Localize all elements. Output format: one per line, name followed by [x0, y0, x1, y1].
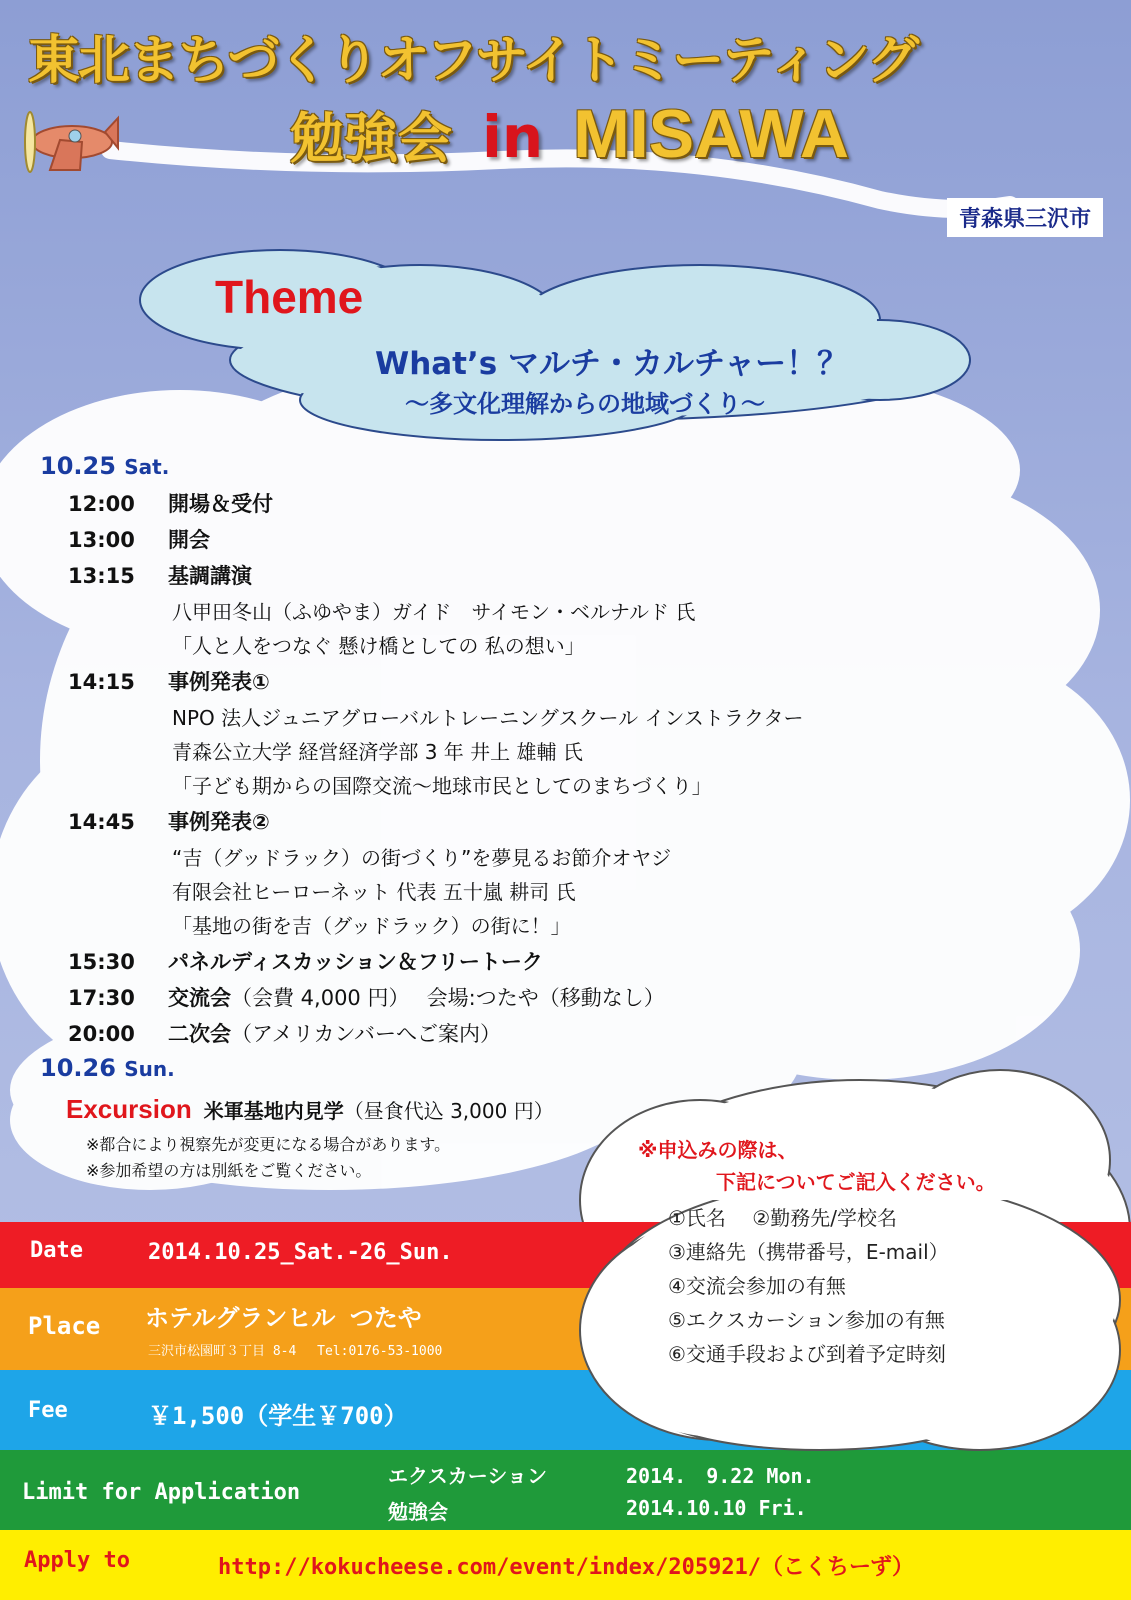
case1-org: NPO 法人ジュニアグローバルトレーニングスクール インストラクター [172, 706, 804, 730]
day1-date [40, 452, 169, 480]
schedule-event: 開会 [168, 528, 210, 552]
fee-label: Fee [28, 1398, 68, 1423]
schedule-event: パネルディスカッション＆フリートーク [168, 950, 543, 974]
application-item: ④交流会参加の有無 [668, 1274, 846, 1298]
limit-item-date: 2014.10.10 Fri. [626, 1496, 807, 1520]
theme-subtitle: ～多文化理解からの地域づくり～ [405, 390, 765, 418]
case2-speaker: 有限会社ヒーローネット 代表 五十嵐 耕司 氏 [172, 880, 576, 904]
application-item: ⑤エクスカーション参加の有無 [668, 1308, 945, 1332]
schedule-time: 17:30 [68, 986, 135, 1010]
schedule-time: 14:15 [68, 670, 135, 694]
schedule-row [68, 806, 968, 836]
notice-line: ※参加希望の方は別紙をご覧ください。 [86, 1161, 372, 1180]
excursion-note: （昼食代込 3,000 円） [343, 1099, 554, 1123]
application-heading-2: 下記についてご記入ください。 [716, 1170, 996, 1194]
title-misawa: MISAWA [573, 96, 849, 172]
application-item: ⑥交通手段および到着予定時刻 [668, 1342, 946, 1366]
location-label: 青森県三沢市 [947, 198, 1103, 237]
schedule-event: 事例発表① [168, 670, 270, 694]
keynote-title: 「人と人をつなぐ 懸け橋としての 私の想い」 [172, 634, 585, 658]
schedule-time: 20:00 [68, 1022, 135, 1046]
limit-item-name: エクスカーション [388, 1464, 547, 1488]
place-name: ホテルグランヒル つたや [145, 1304, 422, 1332]
schedule-time: 15:30 [68, 950, 135, 974]
day1-weekday: Sat. [124, 455, 170, 479]
case2-tagline: “吉（グッドラック）の街づくり”を夢見るお節介オヤジ [172, 846, 672, 870]
schedule-row [68, 524, 968, 554]
schedule-row [68, 982, 968, 1012]
main-title: 東北まちづくりオフサイトミーティング [28, 31, 918, 91]
case1-speaker: 青森公立大学 経営経済学部 3 年 井上 雄輔 氏 [172, 740, 583, 764]
excursion-label: Excursion [66, 1094, 192, 1124]
day1-date-value: 10.25 [40, 452, 116, 480]
schedule-row [68, 488, 968, 518]
fee-value: ￥1,500（学生￥700） [148, 1402, 408, 1430]
title-in: in [482, 103, 544, 171]
case1-title: 「子ども期からの国際交流～地球市民としてのまちづくり」 [172, 774, 712, 798]
schedule-event: 基調講演 [168, 564, 252, 588]
schedule-time: 14:45 [68, 810, 135, 834]
sub-title [290, 95, 849, 173]
schedule-row [68, 560, 968, 590]
schedule-row [68, 666, 968, 696]
title-study-session: 勉強会 [290, 107, 452, 170]
schedule-note: （会費 4,000 円） 会場:つたや（移動なし） [231, 986, 665, 1010]
schedule-event: 二次会 [168, 1022, 231, 1046]
limit-label: Limit for Application [22, 1480, 301, 1505]
day2-weekday: Sun. [124, 1057, 175, 1081]
schedule-note: （アメリカンバーへご案内） [231, 1022, 502, 1046]
application-item: ①氏名 ②勤務先/学校名 [668, 1206, 897, 1230]
day2-date [40, 1054, 175, 1082]
application-heading-1: ※申込みの際は、 [638, 1138, 798, 1162]
schedule-event: 事例発表② [168, 810, 270, 834]
schedule-event: 開場＆受付 [168, 492, 273, 516]
limit-item-name: 勉強会 [388, 1500, 448, 1524]
date-value: 2014.10.25_Sat.-26_Sun. [148, 1240, 453, 1265]
date-label: Date [30, 1238, 83, 1263]
case2-title: 「基地の街を吉（グッドラック）の街に！」 [172, 914, 571, 938]
schedule-time: 12:00 [68, 492, 135, 516]
limit-band [0, 1450, 1131, 1530]
excursion-title: 米軍基地内見学 [203, 1099, 344, 1123]
limit-item-date: 2014. 9.22 Mon. [626, 1464, 815, 1488]
airplane-icon [10, 100, 120, 190]
place-label: Place [28, 1312, 101, 1340]
theme-label: Theme [215, 271, 364, 323]
schedule-row [68, 946, 968, 976]
schedule-time: 13:15 [68, 564, 135, 588]
schedule-time: 13:00 [68, 528, 135, 552]
apply-label: Apply to [24, 1548, 130, 1573]
apply-url[interactable]: http://kokucheese.com/event/index/205921/（こくちーず） [218, 1555, 914, 1580]
day2-date-value: 10.26 [40, 1054, 116, 1082]
apply-band [0, 1530, 1131, 1600]
keynote-speaker: 八甲田冬山（ふゆやま）ガイド サイモン・ベルナルド 氏 [172, 600, 696, 624]
schedule-event: 交流会 [168, 986, 231, 1010]
notice-line: ※都合により視察先が変更になる場合があります。 [86, 1135, 451, 1154]
place-address: 三沢市松園町３丁目 8-4 Tel:0176-53-1000 [148, 1344, 443, 1359]
application-item: ③連絡先（携帯番号，E-mail） [668, 1240, 949, 1264]
excursion-row [66, 1094, 554, 1125]
schedule-row [68, 1018, 968, 1048]
theme-title: What’s マルチ・カルチャー！？ [375, 346, 849, 382]
